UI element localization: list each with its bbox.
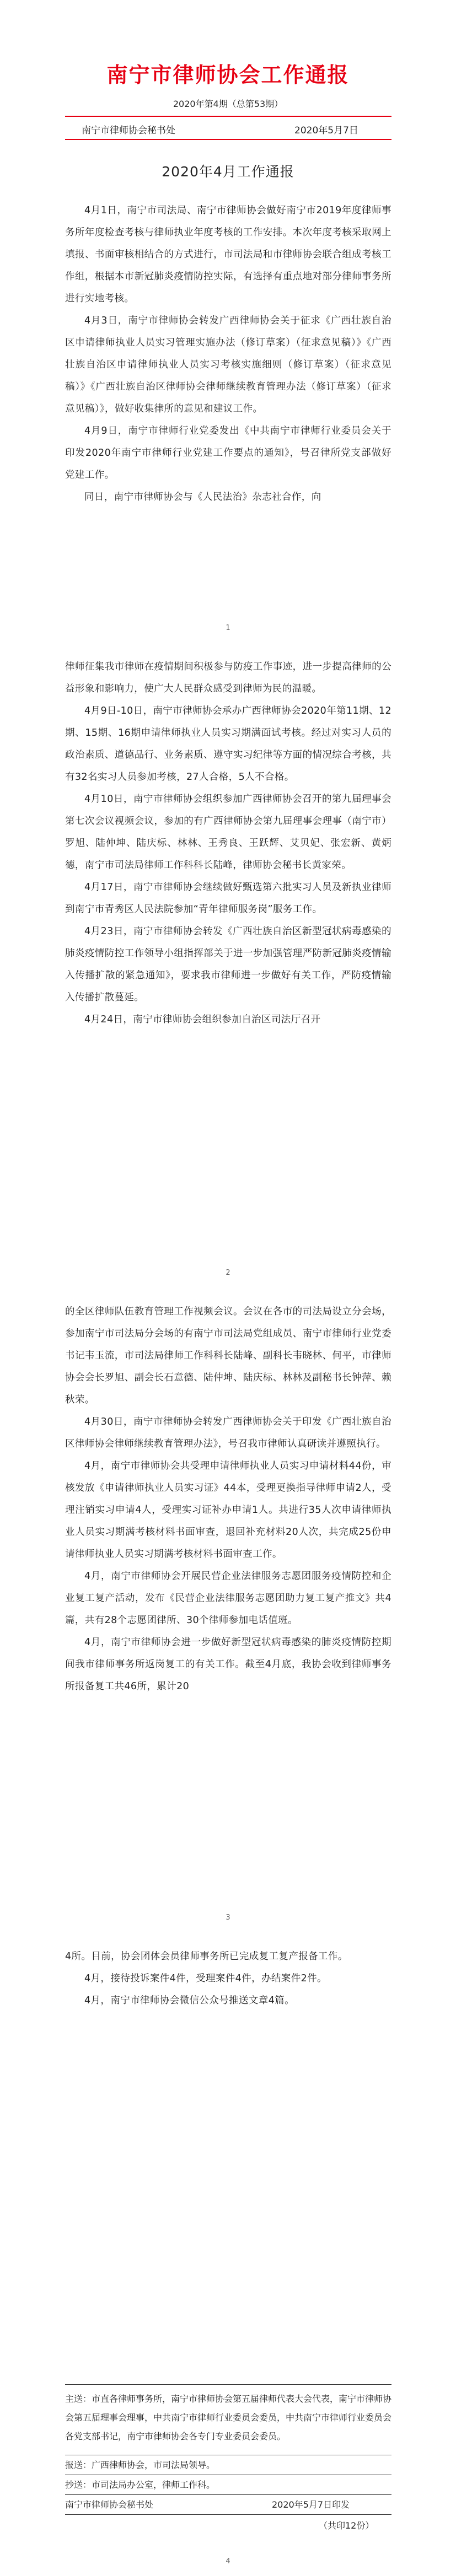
page-number: 2 [226, 1269, 230, 1277]
paragraph: 4月17日，南宁市律师协会继续做好甄选第六批实习人员及新执业律师到南宁市青秀区人民法院参加“青年律师服务岗”服务工作。 [65, 882, 391, 915]
paragraph: 4月9日，南宁市律师行业党委发出《中共南宁市律师行业委员会关于印发2020年南宁市律师行业党建工作要点的通知》，号召律所党支部做好党建工作。 [65, 425, 391, 481]
page-1 [0, 0, 456, 639]
paragraph: 4所。目前，协会团体会员律师事务所已完成复工复产报备工作。 [65, 1951, 348, 1962]
page-number: 4 [226, 2557, 230, 2566]
footer-rule-4 [65, 2494, 391, 2495]
issuer: 南宁市律师协会秘书处 [65, 2499, 154, 2510]
copy-to-block [65, 2476, 391, 2494]
paragraph: 同日，南宁市律师协会与《人民法治》杂志社合作，向 [84, 492, 321, 503]
issuer-row [65, 2496, 391, 2514]
body-section-1 [65, 200, 391, 508]
paragraph: 4月24日，南宁市律师协会组织参加自治区司法厅召开 [84, 1014, 321, 1025]
paragraph: 4月9日-10日，南宁市律师协会承办广西律师协会2020年第11期、12期、15期、16期申请律师执业人员实习期满面试考核。经过对实习人员的政治素质、道德品行、业务素质、遵守实习纪律等方面的情况综合考核，共有32名实习人员参加考核，27人合格，5人不合格。 [65, 705, 391, 783]
copies-count: （共印12份） [319, 2520, 374, 2531]
paragraph: 4月，南宁市律师协会共受理申请律师执业人员实习申请材料44份，审核发放《申请律师执业人员实习证》44本，受理更换指导律师申请2人，受理注销实习申请4人，受理实习证补办申请1人。共进行35人次申请律师执业人员实习期满考核材料书面审查，退回补充材料20人次，共完成25份申请律师执业人员实习期满考核材料书面审查工作。 [65, 1461, 391, 1560]
report-to-block [65, 2456, 391, 2475]
paragraph: 4月，南宁市律师协会微信公众号推送文章4篇。 [84, 1995, 295, 2006]
copy-to: 抄送：市司法局办公室，律师工作科。 [65, 2480, 216, 2490]
publisher: 南宁市律师协会秘书处 [82, 125, 175, 136]
paragraph: 4月3日，南宁市律师协会转发广西律师协会关于征求《广西壮族自治区申请律师执业人员实习管理实施办法（修订草案）（征求意见稿）》《广西壮族自治区申请律师执业人员实习考核实施细则（修订草案）（征求意见稿）》《广西壮族自治区律师协会律师继续教育管理办法（修订草案）（征求意见稿）》，做好收集律所的意见和建议工作。 [65, 315, 391, 414]
footer-rule-top [65, 2384, 391, 2385]
paragraph: 4月，南宁市律师协会进一步做好新型冠状病毒感染的肺炎疫情防控期间我市律师事务所返岗复工的有关工作。截至4月底，我协会收到律师事务所报备复工共46所，累计20 [65, 1637, 391, 1692]
paragraph: 4月，接待投诉案件4件，受理案件4件，办结案件2件。 [84, 1973, 327, 1984]
issue-number: 2020年第4期（总第53期） [173, 99, 283, 109]
page-number: 1 [226, 624, 230, 632]
paragraph: 律师征集我市律师在疫情期间积极参与防疫工作事迹，进一步提高律师的公益形象和影响力，使广大人民群众感受到律师为民的温暖。 [65, 661, 391, 694]
page-number: 3 [226, 1914, 230, 1922]
paragraph: 4月30日，南宁市律师协会转发广西律师协会关于印发《广西壮族自治区律师协会律师继续教育管理办法》，号召我市律师认真研读并遵照执行。 [65, 1416, 391, 1449]
red-rule-top [65, 116, 391, 117]
report-to: 报送：广西律师协会，市司法局领导。 [65, 2460, 216, 2470]
body-section-4 [65, 1946, 391, 2012]
paragraph: 4月23日，南宁市律师协会转发《广西壮族自治区新型冠状病毒感染的肺炎疫情防控工作领导小组指挥部关于进一步加强管理严防新冠肺炎疫情输入传播扩散的紧急通知》，要求我市律师进一步做好有关工作，严防疫情输入传播扩散蔓延。 [65, 926, 391, 1003]
page-3 [0, 1290, 456, 1929]
page-2 [0, 645, 456, 1284]
red-rule-bottom [65, 139, 391, 140]
page-4 [0, 1934, 456, 2576]
body-section-3 [65, 1301, 391, 1697]
distribution-block [65, 2390, 391, 2446]
publish-date: 2020年5月7日 [294, 125, 358, 136]
paragraph: 4月10日，南宁市律师协会组织参加广西律师协会召开的第九届理事会第七次会议视频会议，参加的有广西律师协会第九届理事会理事（南宁市）罗旭、陆仲坤、陆庆标、林林、王秀良、王跃辉、艾贝妃、张宏新、黄炳德，南宁市司法局律师工作科科长陆峰，律师协会秘书长黄家荣。 [65, 794, 391, 871]
paragraph: 的全区律师队伍教育管理工作视频会议。会议在各市的司法局设立分会场，参加南宁市司法局分会场的有南宁市司法局党组成员、南宁市律师行业党委书记韦玉流，市司法局律师工作科科长陆峰、副科长韦晓林、何平，市律师协会会长罗旭、副会长石意德、陆仲坤、陆庆标、林林及副秘书长钟萍、赖秋荣。 [65, 1306, 391, 1405]
paragraph: 4月，南宁市律师协会开展民营企业法律服务志愿团服务疫情防控和企业复工复产活动，发布《民营企业法律服务志愿团助力复工复产推文》共4篇，共有28个志愿团律所、30个律师参加电话值班。 [65, 1571, 391, 1626]
issue-date: 2020年5月7日印发 [272, 2499, 350, 2510]
paragraph: 4月1日，南宁市司法局、南宁市律师协会做好南宁市2019年度律师事务所年度检查考核与律师执业年度考核的工作安排。本次年度考核采取网上填报、书面审核相结合的方式进行，市司法局和市律师协会联合组成考核工作组，根据本市新冠肺炎疫情防控实际，有选择有重点地对部分律师事务所进行实地考核。 [65, 205, 391, 304]
body-section-2 [65, 656, 391, 1031]
footer-rule-bottom [65, 2514, 391, 2515]
send-to: 主送：市直各律师事务所，南宁市律师协会第五届律师代表大会代表，南宁市律师协会第五届理事会理事，中共南宁市律师行业委员会委员，中共南宁市律师行业委员会各党支部书记，南宁市律师协会各专门专业委员会委员。 [65, 2394, 392, 2442]
bulletin-title: 南宁市律师协会工作通报 [106, 63, 350, 87]
document-title: 2020年4月工作通报 [162, 164, 294, 180]
